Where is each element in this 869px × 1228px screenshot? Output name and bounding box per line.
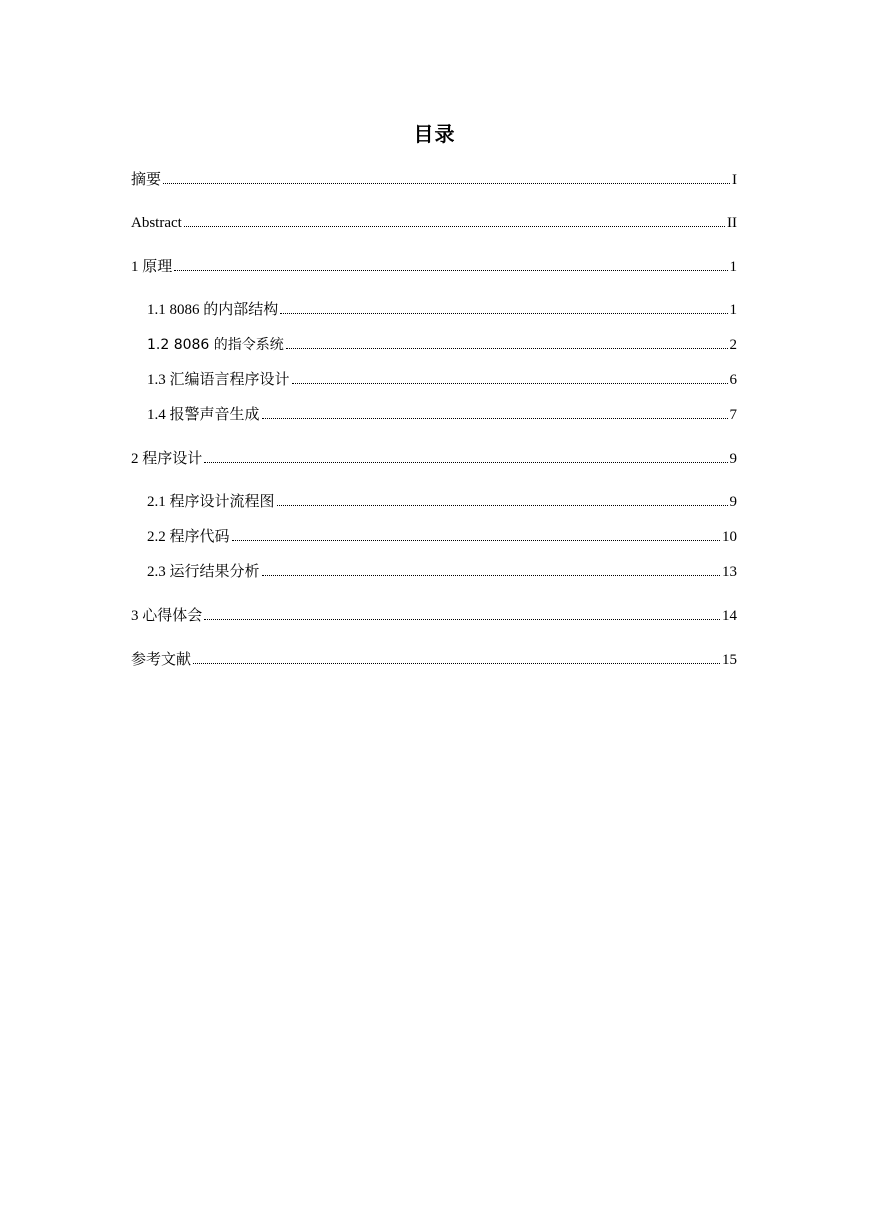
toc-entry-abstract-en[interactable] (131, 212, 737, 234)
toc-dot-leader (163, 169, 730, 184)
toc-entry-section-2-2[interactable] (147, 526, 737, 548)
toc-dot-leader (280, 299, 727, 314)
toc-dot-leader (286, 334, 728, 349)
toc-entry-label: 3 心得体会 (131, 608, 203, 624)
toc-entry-label: 2.1 程序设计流程图 (147, 494, 275, 510)
toc-entry-page: I (732, 172, 737, 188)
toc-entry-page: 1 (729, 259, 737, 275)
toc-title: 目录 (413, 122, 456, 146)
toc-entry-page: 6 (729, 372, 737, 388)
toc-entry-label: 摘要 (131, 172, 162, 188)
toc-entry-label: Abstract (131, 215, 182, 231)
toc-entry-section-1-3[interactable] (147, 369, 737, 391)
toc-entry-label: 1.1 8086 的内部结构 (147, 302, 279, 318)
toc-dot-leader (174, 256, 727, 271)
toc-entry-section-1-4[interactable] (147, 404, 737, 426)
toc-dot-leader (204, 448, 727, 463)
toc-dot-leader (193, 649, 720, 664)
toc-entry-page: 15 (722, 652, 737, 668)
toc-entry-page: 9 (729, 451, 737, 467)
toc-entry-chapter-3[interactable] (131, 605, 737, 627)
toc-entry-page: 13 (722, 564, 737, 580)
toc-dot-leader (184, 212, 725, 227)
toc-dot-leader (262, 561, 720, 576)
toc-entry-page: 1 (729, 302, 737, 318)
toc-entry-section-2-1[interactable] (147, 491, 737, 513)
toc-entry-page: 10 (722, 529, 737, 545)
toc-entry-label: 1.2 8086 的指令系统 (147, 337, 284, 353)
toc-dot-leader (292, 369, 728, 384)
toc-entry-abstract-cn[interactable] (131, 169, 737, 191)
toc-entry-label: 2 程序设计 (131, 451, 203, 467)
toc-entry-references[interactable] (131, 649, 737, 671)
toc-entry-page: 7 (729, 407, 737, 423)
toc-entry-label: 1.3 汇编语言程序设计 (147, 372, 290, 388)
toc-entry-page: 2 (729, 337, 737, 353)
toc-entry-chapter-2[interactable] (131, 448, 737, 470)
toc-dot-leader (277, 491, 728, 506)
toc-entry-page: 14 (722, 608, 737, 624)
toc-entry-label: 1.4 报警声音生成 (147, 407, 260, 423)
toc-entry-page: II (727, 215, 737, 231)
toc-entry-chapter-1[interactable] (131, 256, 737, 278)
toc-entry-section-1-1[interactable] (147, 299, 737, 321)
toc-entry-label: 1 原理 (131, 259, 173, 275)
toc-entry-label: 2.2 程序代码 (147, 529, 230, 545)
toc-dot-leader (232, 526, 720, 541)
toc-entry-section-1-2[interactable] (147, 334, 737, 356)
toc-entry-section-2-3[interactable] (147, 561, 737, 583)
toc-dot-leader (204, 605, 720, 620)
toc-entry-page: 9 (729, 494, 737, 510)
toc-entry-label: 参考文献 (131, 652, 192, 668)
toc-dot-leader (262, 404, 728, 419)
toc-entry-label: 2.3 运行结果分析 (147, 564, 260, 580)
